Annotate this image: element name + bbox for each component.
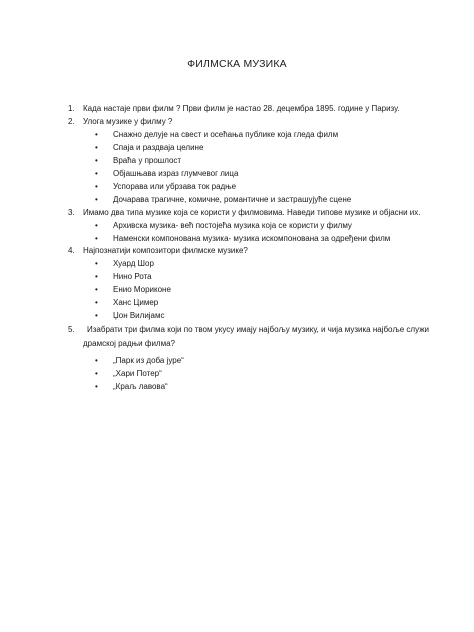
list-item-text: Наменски компонована музика- музика искомпонована за одређени филм (113, 234, 391, 243)
question-text: Изабрати три филма који по твом укусу имају најбољу музику, и чија музика најбоље служи (87, 325, 430, 334)
bullet-icon: • (95, 221, 98, 230)
bullet-icon: • (95, 382, 98, 391)
bullet-icon: • (95, 259, 98, 268)
list-item-text: Хуард Шор (113, 259, 154, 268)
bullet-icon: • (95, 130, 98, 139)
list-item-text: „Краљ лавова“ (113, 382, 168, 391)
list-item-text: Спаја и раздваја целине (113, 143, 204, 152)
question-number: 2. (68, 117, 75, 126)
bullet-icon: • (95, 369, 98, 378)
list-item-text: Објашњава израз глумчевог лица (113, 169, 239, 178)
bullet-icon: • (95, 272, 98, 281)
question-number: 5. (68, 325, 75, 334)
bullet-icon: • (95, 156, 98, 165)
bullet-icon: • (95, 298, 98, 307)
list-item-text: Снажно делује на свест и осећања публике која гледа филм (113, 130, 339, 139)
document-title: ФИЛМСКА МУЗИКА (187, 58, 287, 70)
list-item-text: Враћа у прошлост (113, 156, 182, 165)
bullet-icon: • (95, 195, 98, 204)
bullet-icon: • (95, 234, 98, 243)
question-text: Улога музике у филму ? (83, 117, 173, 126)
list-item-text: Енио Мориконе (113, 285, 171, 294)
bullet-icon: • (95, 285, 98, 294)
list-item-text: Ханс Цимер (113, 298, 159, 307)
list-item-text: Архивска музика- већ постојећа музика која се користи у филму (113, 221, 352, 230)
bullet-icon: • (95, 182, 98, 191)
list-item-text: Нино Рота (113, 272, 152, 281)
question-text: Када настаје први филм ? Први филм је настао 28. децембра 1895. године у Паризу. (83, 104, 400, 113)
list-item-text: Успорава или убрзава ток радње (113, 182, 237, 191)
question-number: 3. (68, 208, 75, 217)
list-item-text: Џон Вилијамс (113, 311, 165, 320)
question-number: 4. (68, 246, 75, 255)
bullet-icon: • (95, 169, 98, 178)
bullet-icon: • (95, 311, 98, 320)
question-text: Најпознатији композитори филмске музике? (83, 246, 248, 255)
question-number: 1. (68, 104, 75, 113)
list-item-text: „Парк из доба јуре“ (113, 356, 184, 365)
question-text: Имамо два типа музике која се користи у филмовима. Наведи типове музике и објасни их. (83, 208, 421, 217)
bullet-icon: • (95, 143, 98, 152)
list-item-text: Дочарава трагичне, комичне, романтичне и застрашујуће сцене (113, 195, 352, 204)
question-text-continued: драмској радњи филма? (83, 339, 175, 348)
list-item-text: „Хари Потер“ (113, 369, 162, 378)
bullet-icon: • (95, 356, 98, 365)
